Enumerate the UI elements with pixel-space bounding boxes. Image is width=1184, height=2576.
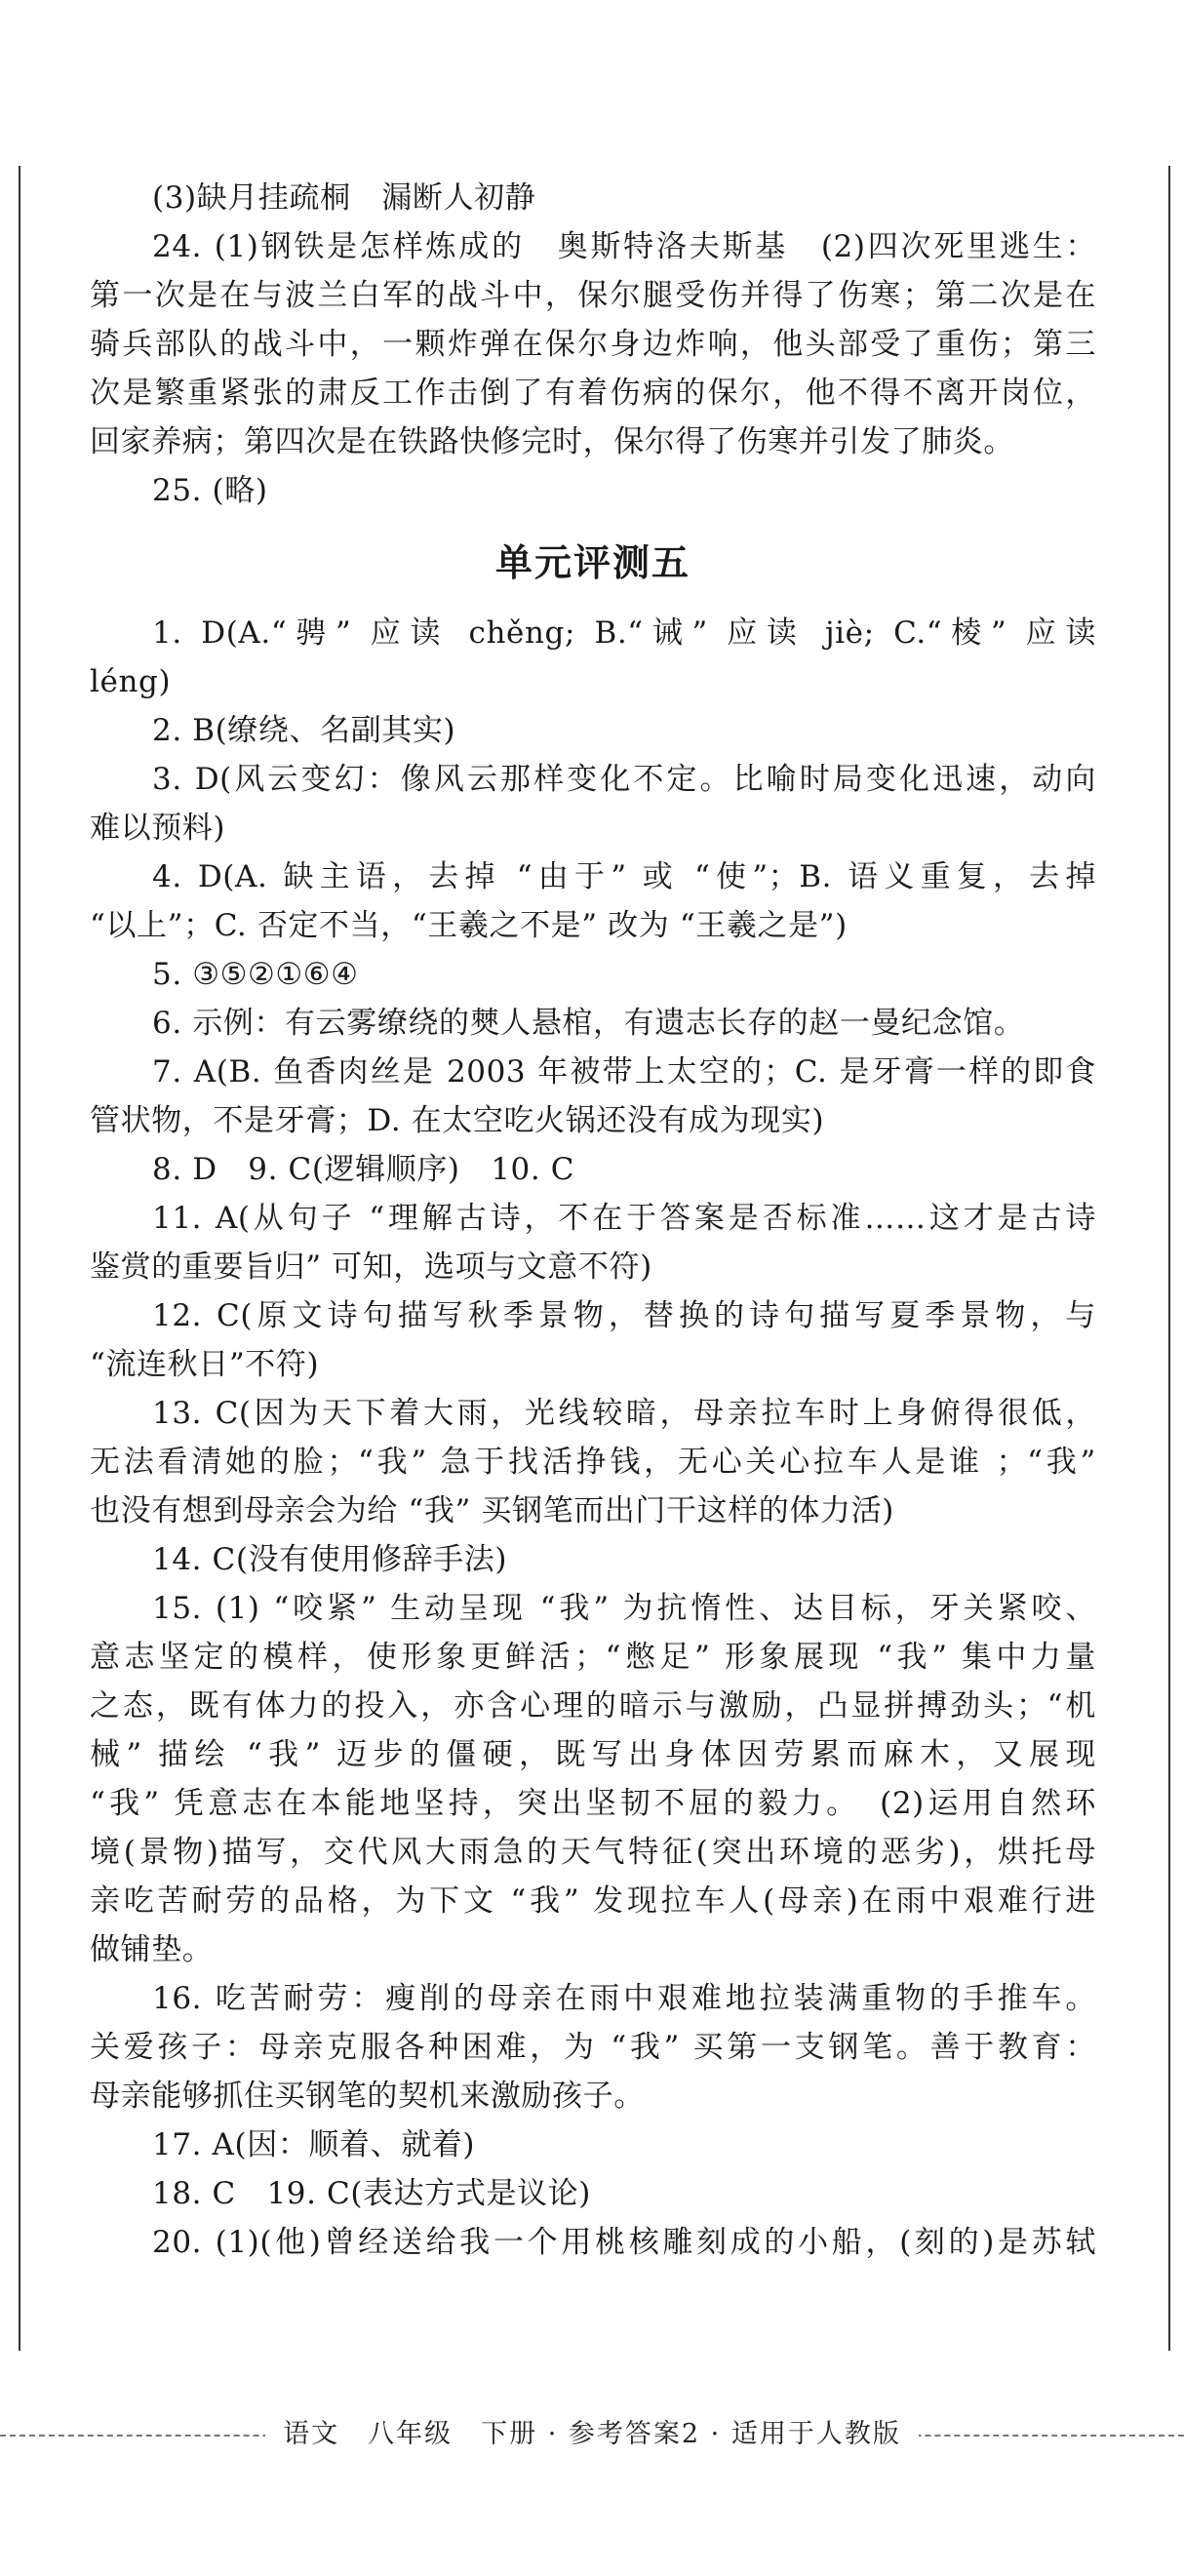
unit-five-answers xyxy=(90,609,1096,2267)
text-line: 管状物，不是牙膏；D. 在太空吃火锅还没有成为现实) xyxy=(90,1103,825,1138)
left-margin-rule xyxy=(19,166,20,2351)
text-line: 5. ③⑤②①⑥④ xyxy=(152,957,359,992)
text-line: 难以预料) xyxy=(90,811,226,846)
text-line: “以上”；C. 否定不当，“王羲之不是” 改为 “王羲之是”) xyxy=(90,908,848,943)
text-line: 境(景物)描写，交代风大雨急的天气特征(突出环境的恶劣)，烘托母 xyxy=(90,1835,1096,1870)
text-line: 械” 描绘 “我” 迈步的僵硬，既写出身体因劳累而麻木，又展现 xyxy=(90,1737,1096,1772)
text-line: 24. (1)钢铁是怎样炼成的 奥斯特洛夫斯基 (2)四次死里逃生： xyxy=(152,229,1096,264)
text-line: 18. C 19. C(表达方式是议论) xyxy=(152,2176,591,2211)
text-line: 12. C(原文诗句描写秋季景物，替换的诗句描写夏季景物，与 xyxy=(152,1298,1096,1333)
text-line: 14. C(没有使用修辞手法) xyxy=(152,1542,508,1577)
text-line: 13. C(因为天下着大雨，光线较暗，母亲拉车时上身俯得很低， xyxy=(152,1396,1096,1431)
text-line: 6. 示例：有云雾缭绕的僰人悬棺，有遗志长存的赵一曼纪念馆。 xyxy=(152,1006,1025,1041)
text-line: 11. A(从句子 “理解古诗，不在于答案是否标准……这才是古诗 xyxy=(152,1201,1096,1236)
text-line: “我” 凭意志在本能地坚持，突出坚韧不屈的毅力。 (2)运用自然环 xyxy=(90,1786,1096,1821)
page-footer xyxy=(0,2412,1184,2450)
text-line: 无法看清她的脸；“我” 急于找活挣钱，无心关心拉车人是谁 ；“我” xyxy=(90,1445,1096,1480)
text-line: 1. D(A.“骋” 应读 chěng; B.“诫” 应读 jiè; C.“棱” 应读 xyxy=(152,615,1096,651)
text-line: 7. A(B. 鱼香肉丝是 2003 年被带上太空的；C. 是牙膏一样的即食 xyxy=(152,1054,1096,1090)
text-line: 4. D(A. 缺主语，去掉 “由于” 或 “使”；B. 语义重复，去掉 xyxy=(152,859,1096,894)
right-margin-rule xyxy=(1168,166,1170,2351)
text-line: 亲吃苦耐劳的品格，为下文 “我” 发现拉车人(母亲)在雨中艰难行进 xyxy=(90,1883,1096,1919)
section-title: 单元评测五 xyxy=(494,541,691,584)
text-line: 母亲能够抓住买钢笔的契机来激励孩子。 xyxy=(90,2079,645,2114)
text-line: 2. B(缭绕、名副其实) xyxy=(152,713,456,748)
text-line: 之态，既有体力的投入，亦含心理的暗示与激励，凸显拼搏劲头；“机 xyxy=(90,1688,1096,1724)
text-line: (3)缺月挂疏桐 漏断人初静 xyxy=(152,180,536,216)
text-line: 3. D(风云变幻：像风云那样变化不定。比喻时局变化迅速，动向 xyxy=(152,762,1096,797)
text-line: 关爱孩子：母亲克服各种困难，为 “我” 买第一支钢笔。善于教育： xyxy=(90,2030,1096,2065)
answer-content xyxy=(90,174,1096,2267)
text-line: 第一次是在与波兰白军的战斗中，保尔腿受伤并得了伤寒；第二次是在 xyxy=(90,278,1096,313)
previous-unit-answers xyxy=(90,174,1096,515)
text-line: 也没有想到母亲会为给 “我” 买钢笔而出门干这样的体力活) xyxy=(90,1493,894,1528)
footer-text: 语文 八年级 下册 · 参考答案2 · 适用于人教版 xyxy=(265,2419,919,2449)
text-line: 8. D 9. C(逻辑顺序) 10. C xyxy=(152,1152,575,1187)
text-line: “流连秋日”不符) xyxy=(90,1347,320,1382)
text-line: 15. (1) “咬紧” 生动呈现 “我” 为抗惰性、达目标，牙关紧咬、 xyxy=(152,1591,1096,1626)
text-line: 回家养病；第四次是在铁路快修完时，保尔得了伤寒并引发了肺炎。 xyxy=(90,424,1014,459)
text-line: 做铺垫。 xyxy=(90,1932,214,1967)
text-line: 意志坚定的模样，使形象更鲜活；“憋足” 形象展现 “我” 集中力量 xyxy=(90,1640,1096,1675)
text-line: 次是繁重紧张的肃反工作击倒了有着伤病的保尔，他不得不离开岗位， xyxy=(90,376,1096,411)
text-line: 25. (略) xyxy=(152,473,268,508)
text-line: 骑兵部队的战斗中，一颗炸弹在保尔身边炸响，他头部受了重伤；第三 xyxy=(90,327,1096,362)
text-line: léng) xyxy=(90,664,172,699)
text-line: 17. A(因：顺着、就着) xyxy=(152,2127,476,2162)
text-line: 16. 吃苦耐劳：瘦削的母亲在雨中艰难地拉装满重物的手推车。 xyxy=(152,1981,1096,2016)
text-line: 20. (1)(他)曾经送给我一个用桃核雕刻成的小船，(刻的)是苏轼 xyxy=(152,2225,1096,2260)
text-line: 鉴赏的重要旨归” 可知，选项与文意不符) xyxy=(90,1249,652,1285)
